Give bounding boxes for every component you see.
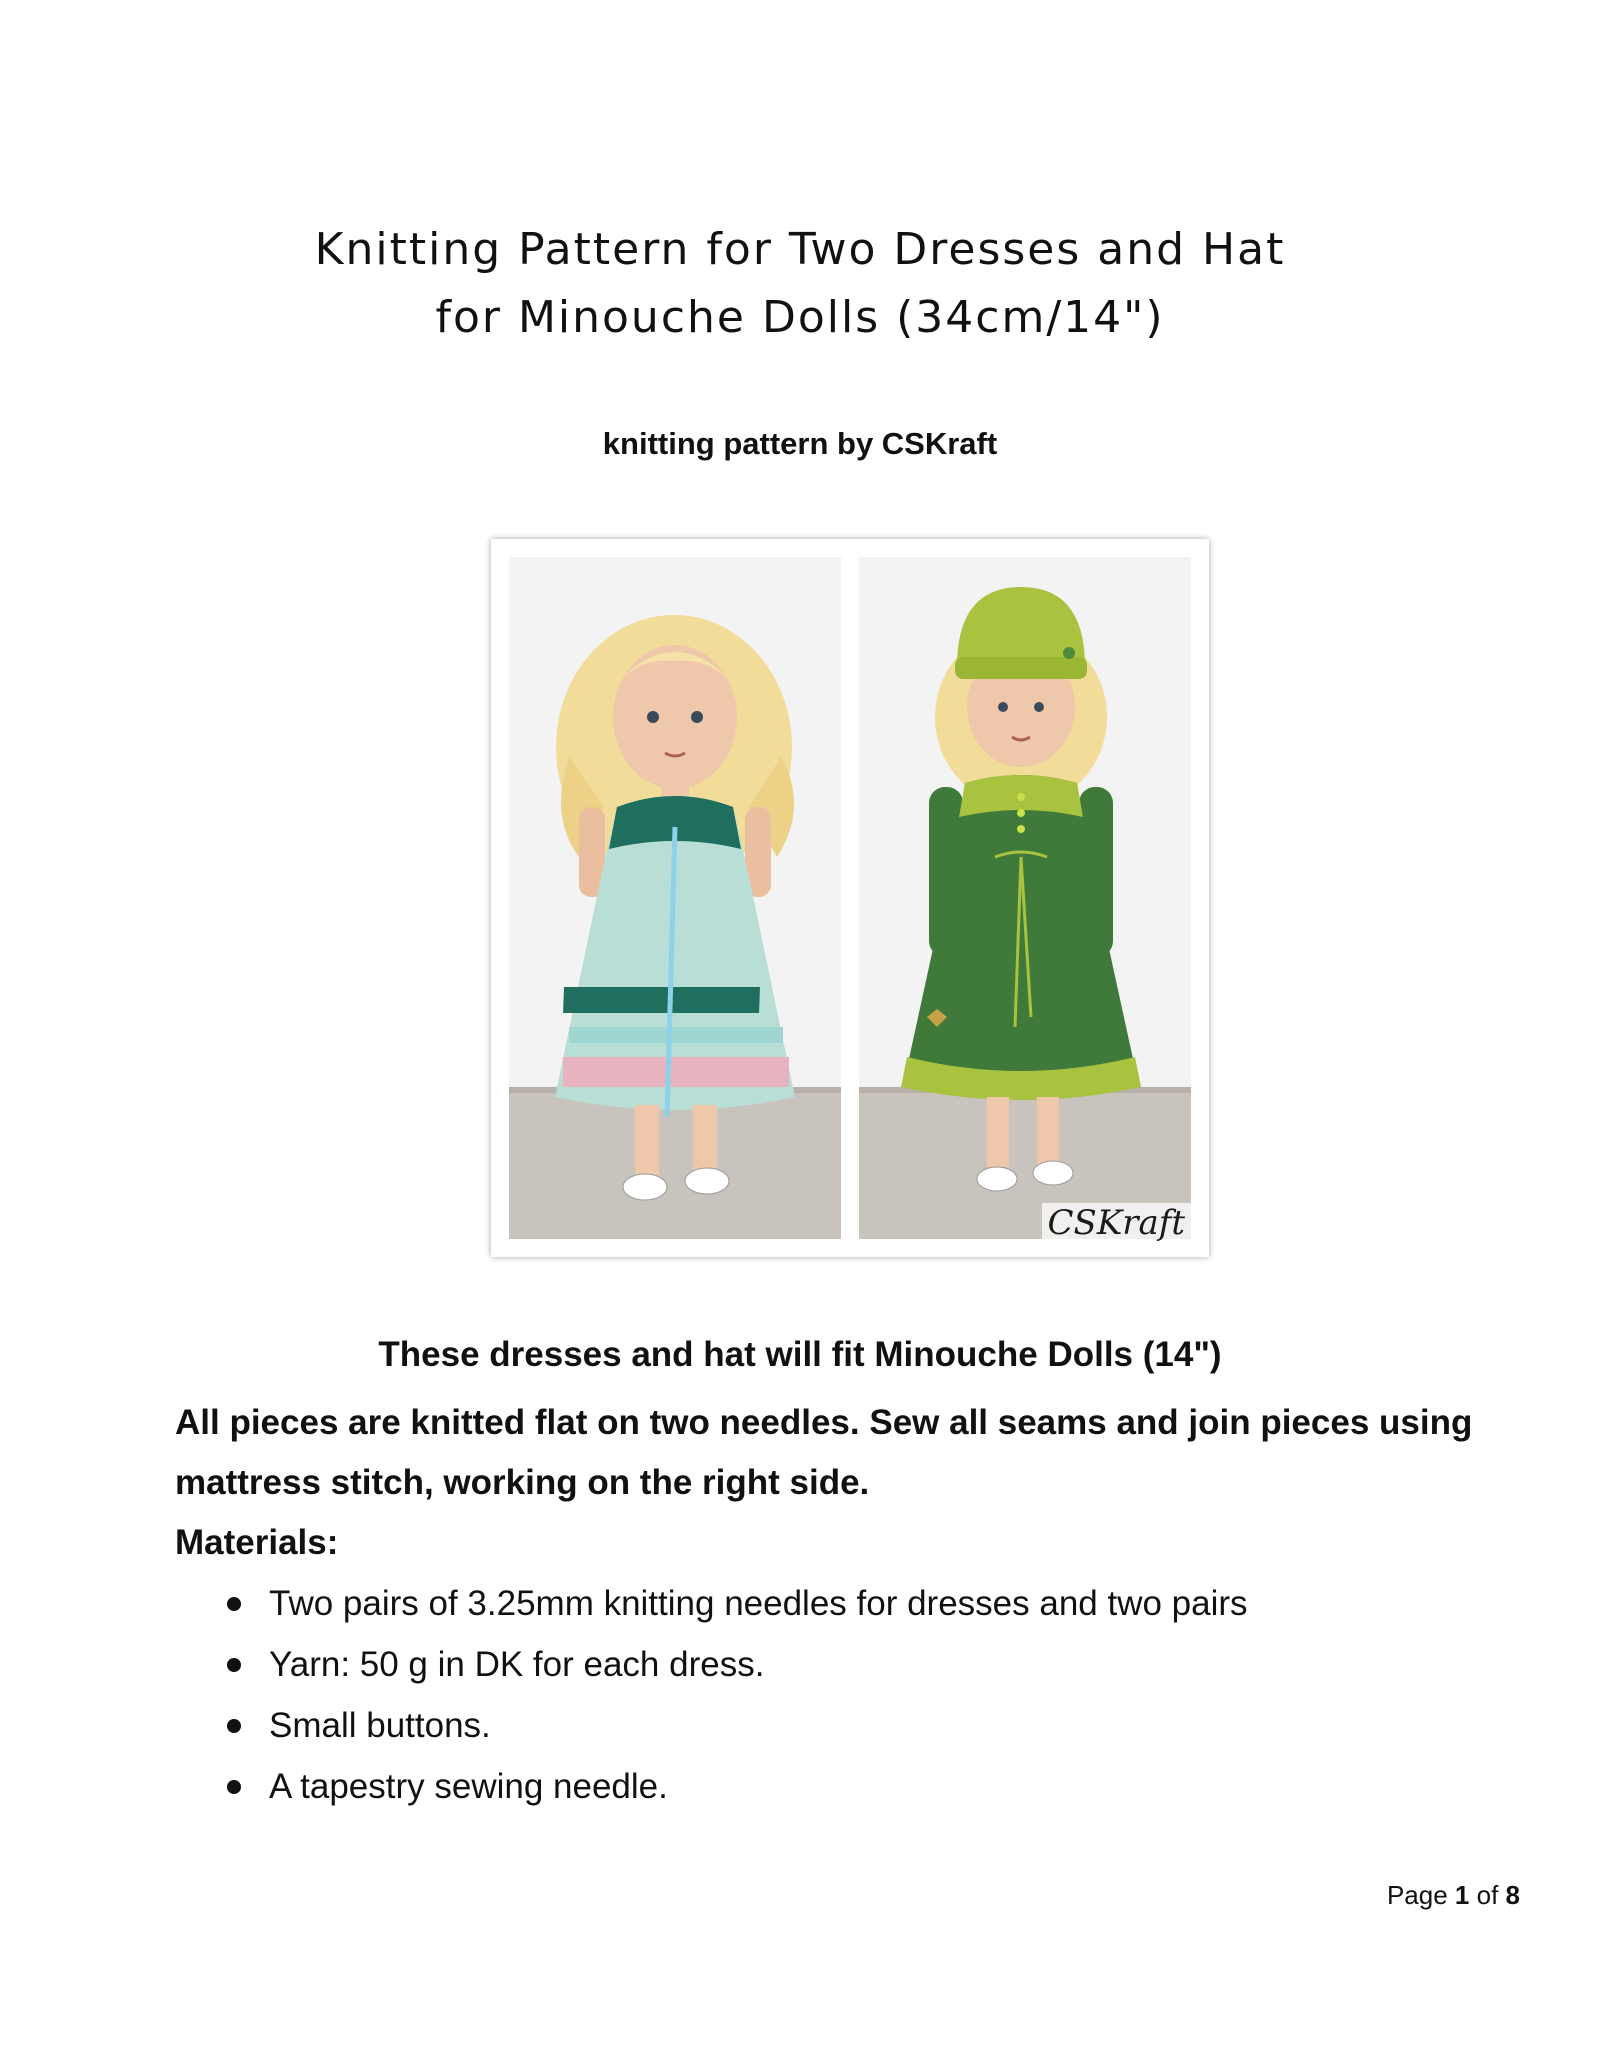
page-number-prefix: Page (1386, 1880, 1448, 1910)
title-line-1: Knitting Pattern for Two Dresses and Hat (314, 224, 1286, 275)
fit-statement: These dresses and hat will fit Minouche Dolls (14") (378, 1335, 1222, 1374)
page-number (1387, 1880, 1520, 1911)
bullet-icon (227, 1780, 241, 1794)
bullet-icon (227, 1658, 241, 1672)
author-byline: knitting pattern by CSKraft (602, 426, 998, 461)
list-item-text: A tapestry sewing needle. (269, 1767, 668, 1806)
bullet-icon (227, 1719, 241, 1733)
list-item-text: Small buttons. (269, 1706, 491, 1745)
list-item-text: Yarn: 50 g in DK for each dress. (269, 1645, 765, 1684)
list-item (175, 1756, 1475, 1817)
page-number-current: 1 (1454, 1880, 1470, 1910)
bullet-icon (227, 1597, 241, 1611)
list-item (175, 1695, 1475, 1756)
title-line-2: for Minouche Dolls (34cm/14") (435, 292, 1165, 343)
right-doll-panel (859, 557, 1191, 1239)
page-number-middle: of (1476, 1880, 1499, 1910)
photo-watermark: CSKraft (1042, 1203, 1191, 1243)
list-item-text: Two pairs of 3.25mm knitting needles for dresses and two pairs (269, 1584, 1248, 1623)
page-number-total: 8 (1505, 1880, 1520, 1910)
materials-heading: Materials: (175, 1523, 339, 1562)
list-item (175, 1573, 1475, 1634)
product-photo-frame (491, 539, 1209, 1257)
list-item (175, 1634, 1475, 1695)
page-title (0, 216, 1600, 352)
product-photo (509, 557, 1191, 1239)
instructions-paragraph: All pieces are knitted flat on two needles. Sew all seams and join pieces using mattress stitch, working on the right side. (175, 1403, 1473, 1502)
materials-list (175, 1573, 1475, 1817)
left-doll-panel (509, 557, 841, 1239)
